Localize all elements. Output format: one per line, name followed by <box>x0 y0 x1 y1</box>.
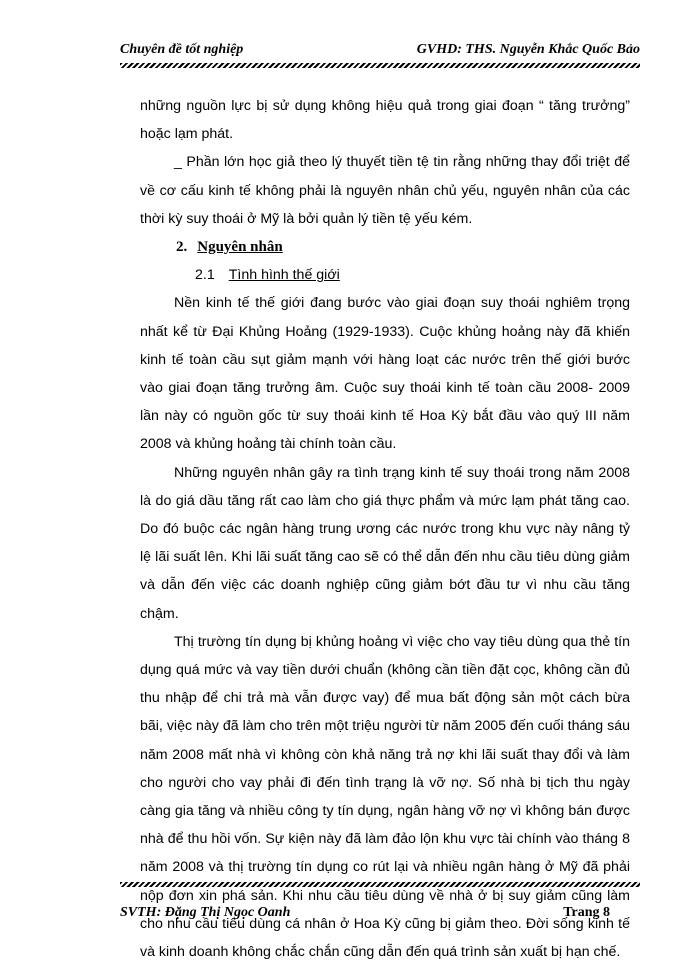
paragraph-causes-2008: Những nguyên nhân gây ra tình trạng kinh tế suy thoái trong năm 2008 là do giá dầu tăng rất cao làm cho giá thực phẩm và mức lạm phát tăng cao. Do đó buộc các ngân hàng trung ương các nước trong khu vực này nâng tỷ lệ lãi suất lên. Khi lãi suất tăng cao sẽ có thể dẫn đến nhu cầu tiêu dùng giảm và dẫn đến việc các doanh nghiệp cũng giảm bớt đầu tư vì nhu cầu tăng chậm. <box>140 464 630 622</box>
paragraph-continuation: những nguồn lực bị sử dụng không hiệu quả trong giai đoạn “ tăng trưởng” hoặc lạm phát. <box>140 98 630 143</box>
paragraph-world-economy: Nền kinh tế thế giới đang bước vào giai đoạn suy thoái nghiêm trọng nhất kể từ Đại Khủng Hoảng (1929-1933). Cuộc khủng hoảng này đã khiến kinh tế toàn cầu sụt giảm mạnh với hàng loạt các nước trên thế giới bước vào giai đoạn tăng trưởng âm. Cuộc suy thoái kinh tế toàn cầu 2008- 2009 lần này có nguồn gốc từ suy thoái kinh tế Hoa Kỳ bắt đầu vào quý III năm 2008 và khủng hoảng tài chính toàn cầu. <box>140 295 630 453</box>
section-number: 2. <box>176 239 188 256</box>
paragraph-credit-market: Thị trường tín dụng bị khủng hoảng vì việc cho vay tiêu dùng qua thẻ tín dụng quá mức và vay tiền dưới chuẩn (không cần tiền đặt cọc, không cần đủ thu nhập để chi trả mà vẫn được vay) để mua bất động sản một cách bừa bãi, việc này đã làm cho trên một triệu người từ năm 2005 đến cuối tháng sáu năm 2008 mất nhà vì không còn khả năng trả nợ khi lãi suất thay đổi và làm cho người cho vay phải đi đến tình trạng là vỡ nợ. Số nhà bị tịch thu ngày càng gia tăng và nhiều công ty tín dụng, ngân hàng vỡ nợ vì không bán được nhà để thu hồi vốn. Sự kiện này đã làm đảo lộn khu vực tài chính vào tháng 8 năm 2008 và thị trường tín dụng co rút lại và nhiều ngân hàng ở Mỹ đã phải nộp đơn xin phá sản. Khi nhu cầu tiêu dùng về nhà ở bị suy giảm cũng làm cho nhu cầu tiêu dùng cá nhân ở Hoa Kỳ cũng bị giảm theo. Đời sống kinh tế và kinh doanh không chắc chắn cũng dẫn đến quá trình sản xuất bị hạn chế. <box>140 633 630 961</box>
page-body <box>140 92 630 966</box>
footer-divider <box>120 882 640 887</box>
paragraph-monetarist: _ Phần lớn học giả theo lý thuyết tiền tệ tin rằng những thay đổi triệt để về cơ cấu kinh tế không phải là nguyên nhân chủ yếu, nguyên nhân của các thời kỳ suy thoái ở Mỹ là bởi quản lý tiền tệ yếu kém. <box>140 154 630 227</box>
page-number: Trang 8 <box>563 905 610 920</box>
subsection-heading <box>195 261 630 289</box>
subsection-title: Tình hình thế giới <box>228 267 340 284</box>
footer-student: SVTH: Đặng Thị Ngọc Oanh <box>120 905 291 920</box>
header-divider <box>120 63 640 68</box>
header-document-type: Chuyên đề tốt nghiệp <box>120 42 244 57</box>
subsection-number: 2.1 <box>195 267 215 284</box>
header-advisor: GVHD: THS. Nguyễn Khắc Quốc Bảo <box>416 42 640 57</box>
section-title: Nguyên nhân <box>197 239 283 256</box>
section-heading <box>176 233 630 261</box>
